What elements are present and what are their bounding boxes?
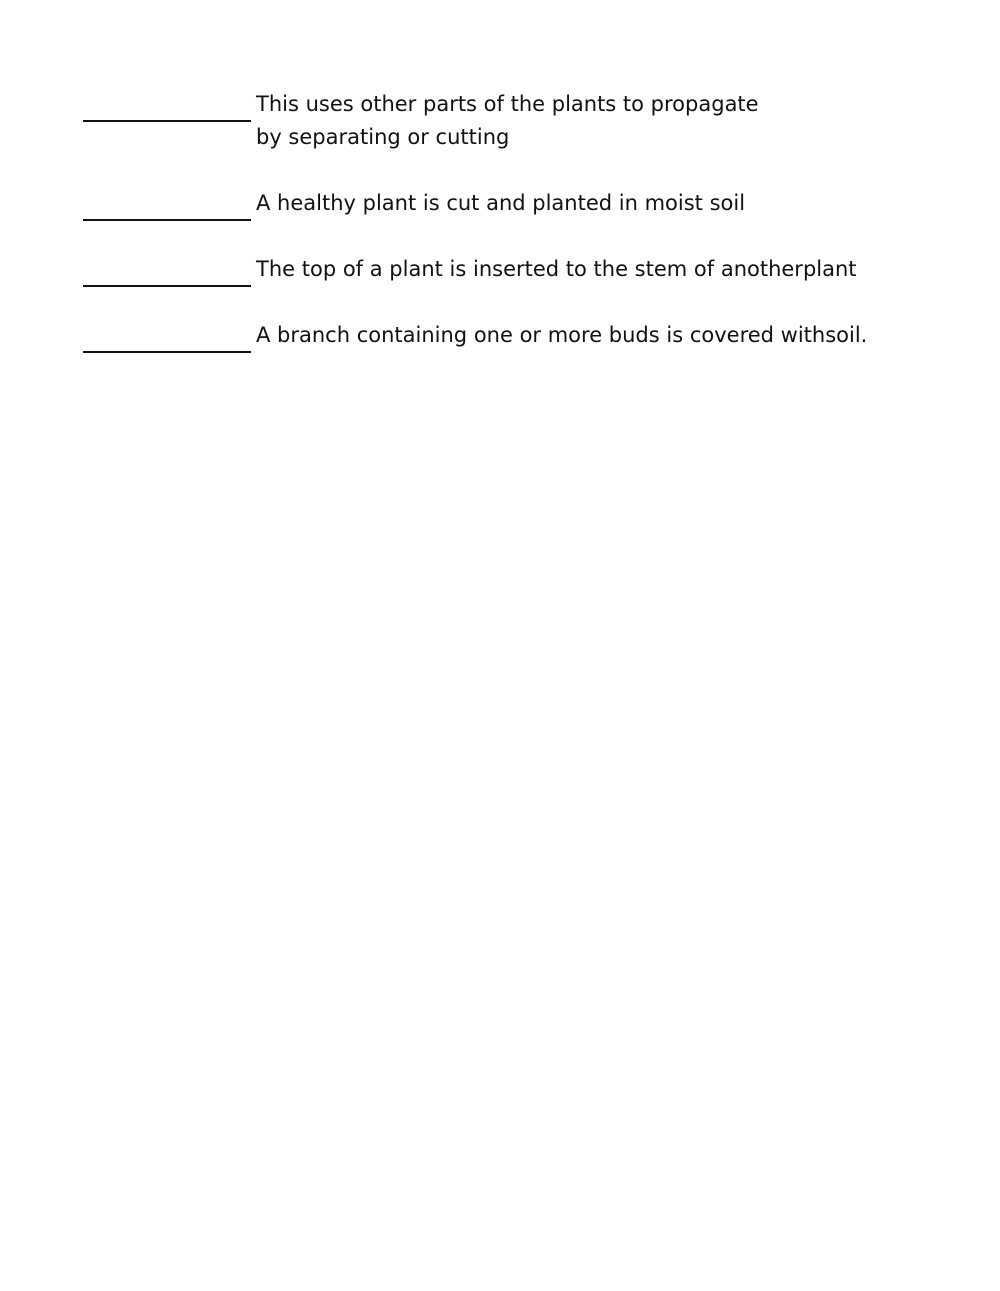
question-text-2: A healthy plant is cut and planted in moist soil (256, 191, 746, 215)
question-text-1 (256, 88, 976, 154)
answer-blank-1[interactable] (83, 120, 251, 122)
answer-blank-2[interactable] (83, 219, 251, 221)
question-item-1 (83, 88, 983, 158)
question-item-3 (83, 253, 983, 323)
question-text-4: A branch containing one or more buds is covered withsoil. (256, 323, 868, 347)
question-text-1-line-2: by separating or cutting (256, 125, 510, 149)
answer-blank-3[interactable] (83, 285, 251, 287)
question-item-4 (83, 319, 983, 389)
question-text-1-line-1: This uses other parts of the plants to propagate (256, 92, 759, 116)
answer-blank-4[interactable] (83, 351, 251, 353)
question-item-2 (83, 187, 983, 257)
question-text-3: The top of a plant is inserted to the stem of anotherplant (256, 257, 857, 281)
